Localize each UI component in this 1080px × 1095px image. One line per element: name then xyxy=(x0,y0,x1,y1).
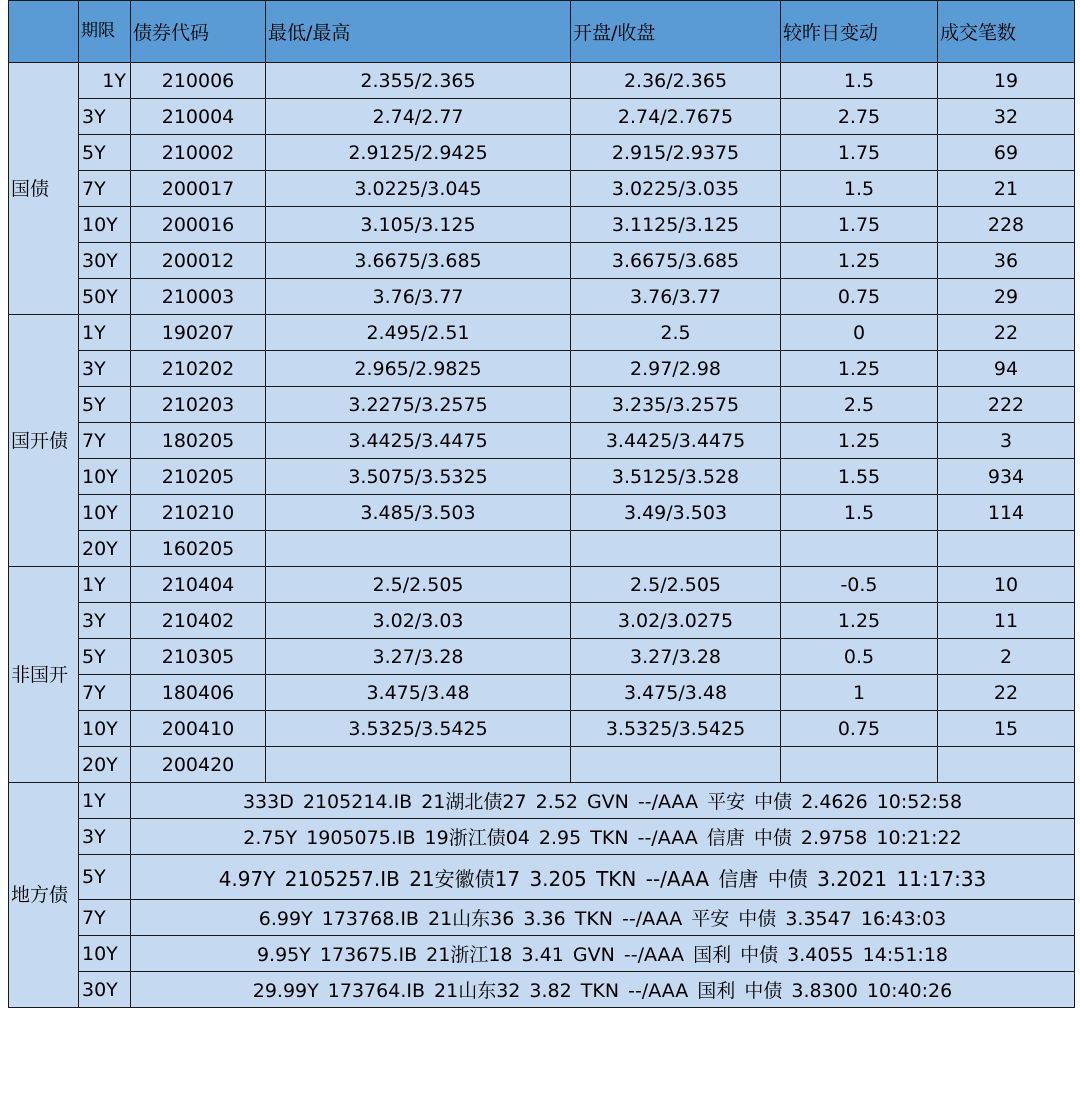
low-high-cell: 2.9125/2.9425 xyxy=(266,135,571,171)
term-cell: 3Y xyxy=(79,351,131,387)
change-cell: 1.5 xyxy=(781,63,938,99)
term-cell: 7Y xyxy=(79,900,131,936)
low-high-cell: 2.5/2.505 xyxy=(266,567,571,603)
bond-code-cell: 210004 xyxy=(131,99,266,135)
term-cell: 20Y xyxy=(79,747,131,783)
trade-count-cell: 32 xyxy=(938,99,1075,135)
term-cell: 1Y xyxy=(79,63,131,99)
open-close-cell: 3.475/3.48 xyxy=(571,675,781,711)
header-change: 较昨日变动 xyxy=(781,1,938,63)
table-row xyxy=(9,63,1075,99)
low-high-cell: 3.475/3.48 xyxy=(266,675,571,711)
table-row xyxy=(9,315,1075,351)
change-cell: 0.5 xyxy=(781,639,938,675)
open-close-cell: 2.5/2.505 xyxy=(571,567,781,603)
bond-code-cell: 210202 xyxy=(131,351,266,387)
header-term: 期限 xyxy=(79,1,131,63)
table-row xyxy=(9,243,1075,279)
change-cell: 1.55 xyxy=(781,459,938,495)
term-cell: 1Y xyxy=(79,315,131,351)
term-cell: 5Y xyxy=(79,639,131,675)
local-bond-info-cell: 29.99Y 173764.IB 21山东32 3.82 TKN --/AAA 国利 中债 3.8300 10:40:26 xyxy=(131,972,1075,1008)
table-row xyxy=(9,99,1075,135)
local-bond-info-cell: 9.95Y 173675.IB 21浙江18 3.41 GVN --/AAA 国利 中债 3.4055 14:51:18 xyxy=(131,936,1075,972)
low-high-cell: 3.105/3.125 xyxy=(266,207,571,243)
low-high-cell: 2.355/2.365 xyxy=(266,63,571,99)
low-high-cell: 3.5325/3.5425 xyxy=(266,711,571,747)
header-bond-code: 债券代码 xyxy=(131,1,266,63)
change-cell: -0.5 xyxy=(781,567,938,603)
open-close-cell xyxy=(571,747,781,783)
bond-quote-table xyxy=(8,0,1075,1008)
bond-code-cell: 210402 xyxy=(131,603,266,639)
low-high-cell: 2.495/2.51 xyxy=(266,315,571,351)
open-close-cell: 3.0225/3.035 xyxy=(571,171,781,207)
bond-code-cell: 210006 xyxy=(131,63,266,99)
trade-count-cell: 94 xyxy=(938,351,1075,387)
bond-code-cell: 200016 xyxy=(131,207,266,243)
header-low-high: 最低/最高 xyxy=(266,1,571,63)
open-close-cell: 3.76/3.77 xyxy=(571,279,781,315)
table-row xyxy=(9,603,1075,639)
category-cell: 非国开 xyxy=(9,567,79,783)
table-row xyxy=(9,936,1075,972)
local-bond-info-cell: 6.99Y 173768.IB 21山东36 3.36 TKN --/AAA 平安 中债 3.3547 16:43:03 xyxy=(131,900,1075,936)
low-high-cell: 2.965/2.9825 xyxy=(266,351,571,387)
trade-count-cell: 36 xyxy=(938,243,1075,279)
table-row xyxy=(9,675,1075,711)
term-cell: 7Y xyxy=(79,423,131,459)
change-cell: 1.25 xyxy=(781,603,938,639)
change-cell: 0.75 xyxy=(781,711,938,747)
term-cell: 10Y xyxy=(79,936,131,972)
open-close-cell: 3.49/3.503 xyxy=(571,495,781,531)
open-close-cell: 3.1125/3.125 xyxy=(571,207,781,243)
change-cell: 1.25 xyxy=(781,423,938,459)
change-cell: 1.5 xyxy=(781,495,938,531)
bond-code-cell: 210002 xyxy=(131,135,266,171)
trade-count-cell: 114 xyxy=(938,495,1075,531)
open-close-cell: 2.5 xyxy=(571,315,781,351)
change-cell: 1 xyxy=(781,675,938,711)
table-row xyxy=(9,819,1075,855)
table-row xyxy=(9,711,1075,747)
trade-count-cell: 22 xyxy=(938,675,1075,711)
trade-count-cell: 934 xyxy=(938,459,1075,495)
local-bond-info-cell: 333D 2105214.IB 21湖北债27 2.52 GVN --/AAA 平安 中债 2.4626 10:52:58 xyxy=(131,783,1075,819)
trade-count-cell: 2 xyxy=(938,639,1075,675)
header-open-close: 开盘/收盘 xyxy=(571,1,781,63)
open-close-cell: 3.235/3.2575 xyxy=(571,387,781,423)
term-cell: 10Y xyxy=(79,711,131,747)
term-cell: 10Y xyxy=(79,207,131,243)
low-high-cell: 3.485/3.503 xyxy=(266,495,571,531)
low-high-cell: 3.2275/3.2575 xyxy=(266,387,571,423)
bond-code-cell: 210210 xyxy=(131,495,266,531)
low-high-cell: 3.6675/3.685 xyxy=(266,243,571,279)
trade-count-cell xyxy=(938,747,1075,783)
trade-count-cell: 10 xyxy=(938,567,1075,603)
low-high-cell xyxy=(266,531,571,567)
term-cell: 1Y xyxy=(79,783,131,819)
bond-code-cell: 200410 xyxy=(131,711,266,747)
trade-count-cell: 228 xyxy=(938,207,1075,243)
term-cell: 5Y xyxy=(79,387,131,423)
open-close-cell: 3.6675/3.685 xyxy=(571,243,781,279)
change-cell: 2.5 xyxy=(781,387,938,423)
term-cell: 7Y xyxy=(79,675,131,711)
local-bond-info-cell: 2.75Y 1905075.IB 19浙江债04 2.95 TKN --/AAA 信唐 中债 2.9758 10:21:22 xyxy=(131,819,1075,855)
low-high-cell: 3.0225/3.045 xyxy=(266,171,571,207)
table-row xyxy=(9,135,1075,171)
table-row xyxy=(9,459,1075,495)
trade-count-cell: 222 xyxy=(938,387,1075,423)
term-cell: 5Y xyxy=(79,135,131,171)
trade-count-cell xyxy=(938,531,1075,567)
term-cell: 3Y xyxy=(79,99,131,135)
open-close-cell: 3.27/3.28 xyxy=(571,639,781,675)
bond-code-cell: 210205 xyxy=(131,459,266,495)
header-row xyxy=(9,1,1075,63)
open-close-cell: 3.02/3.0275 xyxy=(571,603,781,639)
low-high-cell: 2.74/2.77 xyxy=(266,99,571,135)
change-cell: 1.75 xyxy=(781,207,938,243)
table-row xyxy=(9,972,1075,1008)
open-close-cell: 3.5125/3.528 xyxy=(571,459,781,495)
bond-code-cell: 200012 xyxy=(131,243,266,279)
table-row xyxy=(9,351,1075,387)
term-cell: 10Y xyxy=(79,495,131,531)
local-bond-info-cell: 4.97Y 2105257.IB 21安徽债17 3.205 TKN --/AAA 信唐 中债 3.2021 11:17:33 xyxy=(131,855,1075,900)
bond-code-cell: 200017 xyxy=(131,171,266,207)
bond-quote-table-container xyxy=(8,0,1074,1008)
header-trade-count: 成交笔数 xyxy=(938,1,1075,63)
low-high-cell xyxy=(266,747,571,783)
term-cell: 20Y xyxy=(79,531,131,567)
low-high-cell: 3.76/3.77 xyxy=(266,279,571,315)
table-body xyxy=(9,63,1075,1008)
open-close-cell: 2.36/2.365 xyxy=(571,63,781,99)
trade-count-cell: 3 xyxy=(938,423,1075,459)
change-cell: 0.75 xyxy=(781,279,938,315)
bond-code-cell: 210003 xyxy=(131,279,266,315)
open-close-cell: 3.4425/3.4475 xyxy=(571,423,781,459)
bond-code-cell: 210404 xyxy=(131,567,266,603)
change-cell: 0 xyxy=(781,315,938,351)
term-cell: 5Y xyxy=(79,855,131,900)
table-row xyxy=(9,387,1075,423)
category-cell: 国债 xyxy=(9,63,79,315)
open-close-cell: 2.915/2.9375 xyxy=(571,135,781,171)
bond-code-cell: 180205 xyxy=(131,423,266,459)
term-cell: 7Y xyxy=(79,171,131,207)
trade-count-cell: 19 xyxy=(938,63,1075,99)
trade-count-cell: 15 xyxy=(938,711,1075,747)
table-row xyxy=(9,423,1075,459)
bond-code-cell: 210305 xyxy=(131,639,266,675)
header-corner xyxy=(9,1,79,63)
category-cell: 国开债 xyxy=(9,315,79,567)
term-cell: 30Y xyxy=(79,972,131,1008)
bond-code-cell: 210203 xyxy=(131,387,266,423)
term-cell: 50Y xyxy=(79,279,131,315)
change-cell: 1.25 xyxy=(781,243,938,279)
open-close-cell: 2.97/2.98 xyxy=(571,351,781,387)
table-row xyxy=(9,567,1075,603)
bond-code-cell: 200420 xyxy=(131,747,266,783)
low-high-cell: 3.02/3.03 xyxy=(266,603,571,639)
bond-code-cell: 180406 xyxy=(131,675,266,711)
table-row xyxy=(9,279,1075,315)
trade-count-cell: 21 xyxy=(938,171,1075,207)
table-row xyxy=(9,207,1075,243)
trade-count-cell: 29 xyxy=(938,279,1075,315)
table-row xyxy=(9,783,1075,819)
table-row xyxy=(9,495,1075,531)
term-cell: 3Y xyxy=(79,603,131,639)
change-cell: 1.5 xyxy=(781,171,938,207)
change-cell: 1.75 xyxy=(781,135,938,171)
trade-count-cell: 11 xyxy=(938,603,1075,639)
change-cell xyxy=(781,747,938,783)
table-row xyxy=(9,639,1075,675)
term-cell: 30Y xyxy=(79,243,131,279)
bond-code-cell: 190207 xyxy=(131,315,266,351)
table-row xyxy=(9,171,1075,207)
table-row xyxy=(9,855,1075,900)
change-cell xyxy=(781,531,938,567)
change-cell: 2.75 xyxy=(781,99,938,135)
change-cell: 1.25 xyxy=(781,351,938,387)
category-cell: 地方债 xyxy=(9,783,79,1008)
term-cell: 3Y xyxy=(79,819,131,855)
table-row xyxy=(9,900,1075,936)
open-close-cell: 2.74/2.7675 xyxy=(571,99,781,135)
trade-count-cell: 69 xyxy=(938,135,1075,171)
low-high-cell: 3.27/3.28 xyxy=(266,639,571,675)
table-row xyxy=(9,531,1075,567)
open-close-cell: 3.5325/3.5425 xyxy=(571,711,781,747)
table-row xyxy=(9,747,1075,783)
low-high-cell: 3.4425/3.4475 xyxy=(266,423,571,459)
term-cell: 1Y xyxy=(79,567,131,603)
open-close-cell xyxy=(571,531,781,567)
trade-count-cell: 22 xyxy=(938,315,1075,351)
low-high-cell: 3.5075/3.5325 xyxy=(266,459,571,495)
term-cell: 10Y xyxy=(79,459,131,495)
bond-code-cell: 160205 xyxy=(131,531,266,567)
